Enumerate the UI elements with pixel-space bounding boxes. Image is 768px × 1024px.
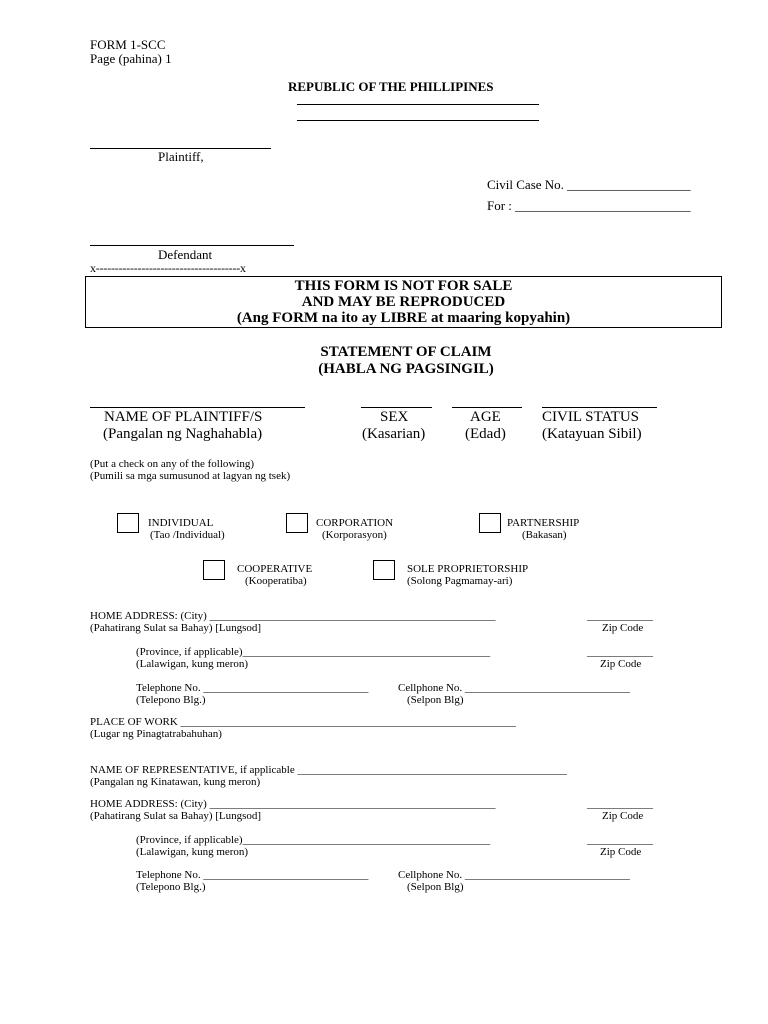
- for-field[interactable]: For : ___________________________: [487, 198, 691, 213]
- notice-line-3: (Ang FORM na ito ay LIBRE at maaring kopyahin): [236, 310, 571, 326]
- instruction-tl: (Pumili sa mga sumusunod at lagyan ng tsek): [90, 470, 291, 482]
- representative-field[interactable]: NAME OF REPRESENTATIVE, if applicable _________________________________________________: [90, 764, 567, 776]
- page-number: Page (pahina) 1: [90, 51, 172, 66]
- sole-proprietorship-label: SOLE PROPRIETORSHIP: [407, 563, 529, 575]
- province-tl: (Lalawigan, kung meron): [136, 658, 249, 670]
- place-of-work-field[interactable]: PLACE OF WORK _____________________________________________________________: [90, 716, 517, 728]
- civil-status-label: CIVIL STATUS: [542, 409, 639, 425]
- cellphone-tl: (Selpon Blg): [407, 881, 464, 893]
- telephone-field[interactable]: Telephone No. ______________________________: [136, 869, 369, 881]
- telephone-tl: (Telepono Blg.): [136, 881, 206, 893]
- corporation-label: CORPORATION: [316, 517, 394, 529]
- place-of-work-tl: (Lugar ng Pinagtatrabahuhan): [90, 728, 222, 740]
- partnership-checkbox[interactable]: [479, 513, 501, 533]
- cellphone-tl: (Selpon Blg): [407, 694, 464, 706]
- zip-code-input[interactable]: ____________: [587, 834, 653, 846]
- province-field[interactable]: (Province, if applicable)_____________________________________________: [136, 646, 491, 658]
- civil-case-field[interactable]: Civil Case No. ___________________: [487, 177, 691, 192]
- sex-label: SEX: [380, 409, 409, 425]
- province-field[interactable]: (Province, if applicable)_____________________________________________: [136, 834, 491, 846]
- home-address-tl: (Pahatirang Sulat sa Bahay) [Lungsod]: [90, 622, 262, 634]
- civil-status-input[interactable]: [542, 407, 657, 408]
- plaintiff-name-input[interactable]: [90, 407, 305, 408]
- zip-code-label: Zip Code: [600, 658, 642, 670]
- cooperative-checkbox[interactable]: [203, 560, 225, 580]
- home-address-tl: (Pahatirang Sulat sa Bahay) [Lungsod]: [90, 810, 262, 822]
- individual-tl: (Tao /Individual): [150, 529, 225, 541]
- home-address-field[interactable]: HOME ADDRESS: (City) ____________________________________________________: [90, 798, 496, 810]
- statement-subtitle: (HABLA NG PAGSINGIL): [318, 361, 494, 377]
- defendant-label: Defendant: [158, 247, 213, 262]
- name-of-plaintiff-label: NAME OF PLAINTIFF/S: [104, 409, 263, 425]
- home-address-field[interactable]: HOME ADDRESS: (City) ____________________________________________________: [90, 610, 496, 622]
- partnership-label: PARTNERSHIP: [507, 517, 580, 529]
- sole-proprietorship-tl: (Solong Pagmamay-ari): [407, 575, 513, 587]
- form-id: FORM 1-SCC: [90, 37, 166, 52]
- sex-tl: (Kasarian): [362, 426, 426, 442]
- defendant-name-line[interactable]: [90, 245, 294, 246]
- partnership-tl: (Bakasan): [522, 529, 567, 541]
- zip-code-label: Zip Code: [602, 810, 644, 822]
- cooperative-label: COOPERATIVE: [237, 563, 313, 575]
- court-line-2[interactable]: [297, 120, 539, 121]
- zip-code-input[interactable]: ____________: [587, 646, 653, 658]
- age-label: AGE: [470, 409, 501, 425]
- notice-line-1: THIS FORM IS NOT FOR SALE: [294, 278, 513, 294]
- telephone-field[interactable]: Telephone No. ______________________________: [136, 682, 369, 694]
- corporation-checkbox[interactable]: [286, 513, 308, 533]
- sex-input[interactable]: [361, 407, 432, 408]
- civil-status-tl: (Katayuan Sibil): [542, 426, 642, 442]
- province-tl: (Lalawigan, kung meron): [136, 846, 249, 858]
- corporation-tl: (Korporasyon): [322, 529, 387, 541]
- age-tl: (Edad): [465, 426, 506, 442]
- cellphone-field[interactable]: Cellphone No. ______________________________: [398, 682, 630, 694]
- sole-proprietorship-checkbox[interactable]: [373, 560, 395, 580]
- notice-line-2: AND MAY BE REPRODUCED: [301, 294, 506, 310]
- zip-code-label: Zip Code: [602, 622, 644, 634]
- zip-code-label: Zip Code: [600, 846, 642, 858]
- cellphone-field[interactable]: Cellphone No. ______________________________: [398, 869, 630, 881]
- plaintiff-label: Plaintiff,: [158, 149, 204, 164]
- name-of-plaintiff-tl: (Pangalan ng Naghahabla): [103, 426, 263, 442]
- individual-label: INDIVIDUAL: [148, 517, 214, 529]
- caption-separator: x--------------------------------------x: [90, 261, 246, 275]
- zip-code-input[interactable]: ____________: [587, 798, 653, 810]
- notice-box: [85, 276, 722, 328]
- zip-code-input[interactable]: ____________: [587, 610, 653, 622]
- cooperative-tl: (Kooperatiba): [245, 575, 307, 587]
- individual-checkbox[interactable]: [117, 513, 139, 533]
- instruction-en: (Put a check on any of the following): [90, 458, 255, 470]
- court-line-1[interactable]: [297, 104, 539, 105]
- statement-title: STATEMENT OF CLAIM: [320, 344, 492, 360]
- telephone-tl: (Telepono Blg.): [136, 694, 206, 706]
- representative-tl: (Pangalan ng Kinatawan, kung meron): [90, 776, 261, 788]
- republic-heading: REPUBLIC OF THE PHILLIPINES: [288, 79, 494, 94]
- age-input[interactable]: [452, 407, 522, 408]
